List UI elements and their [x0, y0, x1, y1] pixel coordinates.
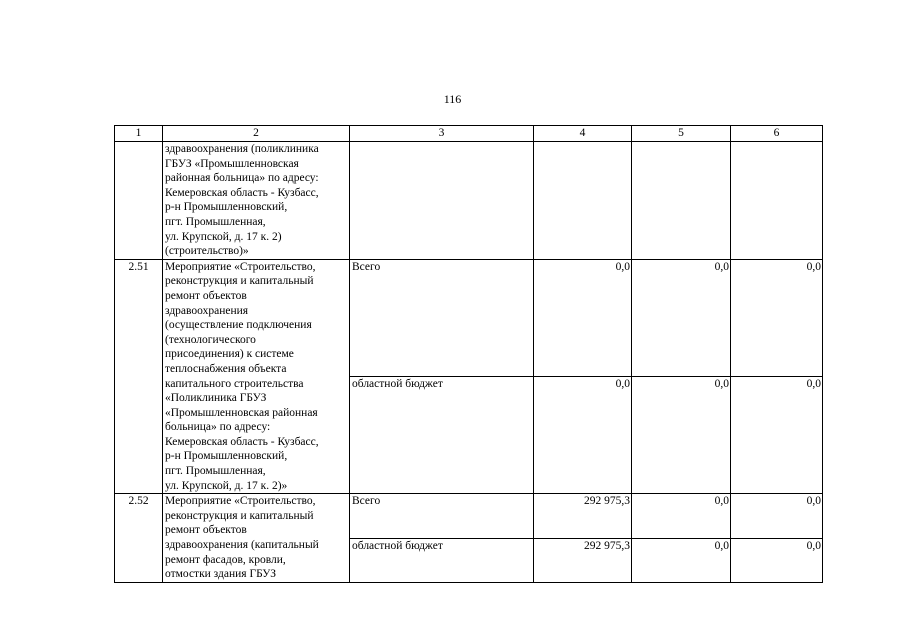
description-line: Кемеровская область - Кузбасс,	[165, 435, 319, 448]
row-number-cell: 2.51	[115, 259, 163, 494]
table-row-continuation	[115, 142, 823, 260]
value-cell: 0,0	[731, 494, 823, 538]
value-cell: 292 975,3	[534, 538, 632, 582]
description-line: районная больница» по адресу:	[165, 172, 319, 185]
value-cell: 0,0	[534, 377, 632, 494]
description-cell	[163, 259, 350, 494]
source-cell	[350, 142, 534, 260]
value-cell: 292 975,3	[534, 494, 632, 538]
description-line: присоединения) к системе	[165, 348, 294, 361]
description-line: ГБУЗ «Промышленновская	[165, 157, 299, 170]
source-name-cell: областной бюджет	[350, 538, 534, 582]
value-cell: 0,0	[731, 377, 823, 494]
description-line: «Промышленновская районная	[165, 406, 318, 419]
table-row	[115, 494, 823, 538]
description-line: больница» по адресу:	[165, 421, 271, 434]
description-line: ремонт фасадов, кровли,	[165, 553, 286, 566]
header-cell: 2	[163, 126, 350, 142]
page-number: 116	[443, 92, 462, 106]
value-cell	[534, 142, 632, 260]
row-number-cell: 2.52	[115, 494, 163, 583]
description-line: Кемеровская область - Кузбасс,	[165, 186, 319, 199]
value-cell	[731, 142, 823, 260]
description-line: «Поликлиника ГБУЗ	[165, 392, 267, 405]
description-line: (технологического	[165, 333, 256, 346]
header-cell: 6	[731, 126, 823, 142]
header-cell: 4	[534, 126, 632, 142]
description-line: (строительство)»	[165, 245, 249, 258]
description-line: капитального строительства	[165, 377, 304, 390]
description-line: здравоохранения	[165, 304, 249, 317]
value-cell: 0,0	[632, 377, 731, 494]
source-name-cell: Всего	[350, 494, 534, 538]
description-line: Мероприятие «Строительство,	[165, 495, 316, 508]
description-line: здравоохранения (капитальный	[165, 539, 319, 552]
value-cell: 0,0	[632, 538, 731, 582]
description-line: ул. Крупской, д. 17 к. 2)	[165, 230, 282, 243]
description-line: ремонт объектов	[165, 524, 247, 537]
description-line: Мероприятие «Строительство,	[165, 260, 316, 273]
header-cell: 1	[115, 126, 163, 142]
description-line: реконструкция и капитальный	[165, 509, 314, 522]
description-line: р-н Промышленновский,	[165, 201, 288, 214]
description-line: (осуществление подключения	[165, 319, 312, 332]
source-name-cell: Всего	[350, 259, 534, 376]
header-cell: 5	[632, 126, 731, 142]
description-line: ремонт объектов	[165, 289, 247, 302]
source-name-cell: областной бюджет	[350, 377, 534, 494]
value-cell: 0,0	[632, 494, 731, 538]
description-line: пгт. Промышленная,	[165, 215, 266, 228]
description-line: отмостки здания ГБУЗ	[165, 568, 277, 581]
header-cell: 3	[350, 126, 534, 142]
description-line: здравоохранения (поликлиника	[165, 143, 319, 155]
description-line: р-н Промышленновский,	[165, 450, 288, 463]
description-line: ул. Крупской, д. 17 к. 2)»	[165, 479, 288, 492]
value-cell	[632, 142, 731, 260]
value-cell: 0,0	[632, 259, 731, 376]
description-line: реконструкция и капитальный	[165, 275, 314, 288]
description-line: теплоснабжения объекта	[165, 362, 287, 375]
value-cell: 0,0	[534, 259, 632, 376]
value-cell: 0,0	[731, 259, 823, 376]
description-line: пгт. Промышленная,	[165, 465, 266, 478]
program-table	[114, 125, 823, 583]
table-row	[115, 259, 823, 376]
description-cell	[163, 494, 350, 583]
table-header-row	[115, 126, 823, 142]
row-number-cell	[115, 142, 163, 260]
description-cell	[163, 142, 350, 260]
value-cell: 0,0	[731, 538, 823, 582]
